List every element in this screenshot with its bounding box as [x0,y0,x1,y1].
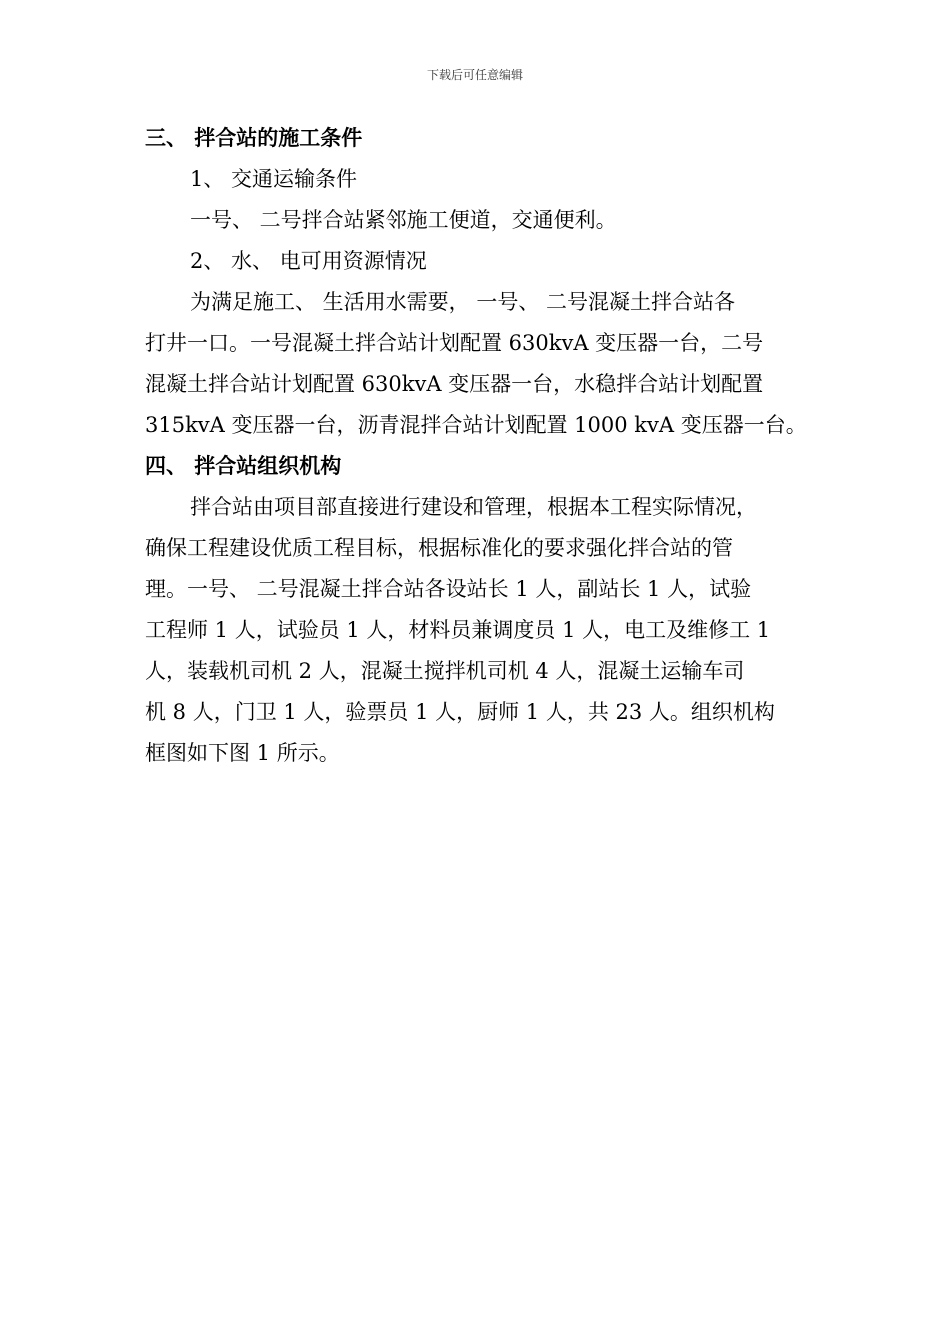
paragraph-line: 混凝土拌合站计划配置 630kvA 变压器一台，水稳拌合站计划配置 [145,372,764,396]
section-3-paragraph [145,282,817,446]
paragraph-line: 工程师 1 人，试验员 1 人，材料员兼调度员 1 人，电工及维修工 1 [145,618,771,642]
paragraph-line: 人，装载机司机 2 人，混凝土搅拌机司机 4 人，混凝土运输车司 [145,659,745,683]
section-3-item-1-text: 一号、 二号拌合站紧邻施工便道，交通便利。 [190,208,617,232]
paragraph-line: 确保工程建设优质工程目标，根据标准化的要求强化拌合站的管 [145,536,733,560]
section-4-heading: 四、 拌合站组织机构 [145,454,342,478]
paragraph-line: 为满足施工、 生活用水需要， 一号、 二号混凝土拌合站各 [190,290,736,314]
paragraph-line: 机 8 人，门卫 1 人，验票员 1 人，厨师 1 人，共 23 人。组织机构 [145,700,775,724]
section-3-heading: 三、 拌合站的施工条件 [145,126,363,150]
paragraph-line: 框图如下图 1 所示。 [145,741,340,765]
paragraph-line: 315kvA 变压器一台，沥青混拌合站计划配置 1000 kvA 变压器一台。 [145,413,807,437]
paragraph-line: 打井一口。一号混凝土拌合站计划配置 630kvA 变压器一台，二号 [145,331,764,355]
paragraph-line: 拌合站由项目部直接进行建设和管理，根据本工程实际情况， [190,495,757,519]
paragraph-line: 理。一号、 二号混凝土拌合站各设站长 1 人，副站长 1 人，试验 [145,577,752,601]
section-3-item-2-heading: 2、 水、 电可用资源情况 [190,249,427,273]
page-header-note: 下载后可任意编辑 [426,68,523,82]
section-3-item-1-heading: 1、 交通运输条件 [190,167,358,191]
document-body [145,118,817,774]
section-4-paragraph [145,487,817,774]
